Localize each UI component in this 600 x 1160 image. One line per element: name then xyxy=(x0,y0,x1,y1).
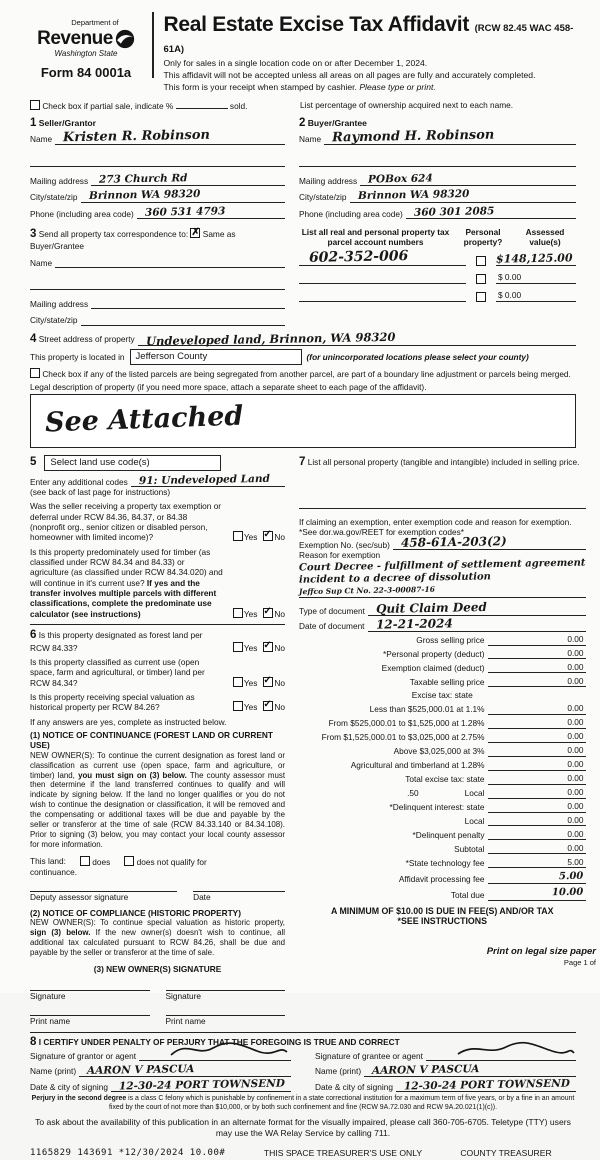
continuance-body-bold: you must sign on (3) below. xyxy=(78,770,187,780)
q3-yes-checkbox[interactable] xyxy=(233,642,243,652)
tax-row: Local 0.00 xyxy=(464,815,584,827)
seller-name-label: Name xyxy=(30,134,53,145)
correspondence-mailing-field xyxy=(91,299,285,309)
section1-title: Seller/Grantor xyxy=(38,118,97,129)
seller-city-label: City/state/zip xyxy=(30,192,78,203)
section1-number: 1 xyxy=(30,117,37,130)
notice-compliance-title: (2) NOTICE OF COMPLIANCE (HISTORIC PROPERTY) xyxy=(30,907,241,918)
seller-name-field xyxy=(55,127,285,145)
tax-row: .50 Local 0.00 xyxy=(407,787,584,799)
assessed-value-3: $ 0.00 xyxy=(498,290,522,301)
buyer-city-value: Brinnon WA 98320 xyxy=(357,188,470,203)
yes-label: Yes xyxy=(243,532,258,543)
tax-value: 0.00 xyxy=(567,634,584,645)
additional-codes-field xyxy=(131,472,285,487)
personal-property-field xyxy=(299,499,586,509)
tax-row: Less than $525,000.01 at 1.1% 0.00 xyxy=(369,703,584,715)
tax-value: 0.00 xyxy=(567,731,584,742)
seller-phone-label: Phone (including area code) xyxy=(30,208,134,219)
page-number: Page 1 of xyxy=(563,957,596,967)
cashier-stamp: 1165829 143691 *12/30/2024 10.00# xyxy=(30,1148,226,1159)
no-label: No xyxy=(274,642,285,653)
see-instructions-note: *SEE INSTRUCTIONS xyxy=(397,916,487,927)
owner-signature-line-2: Signature xyxy=(166,990,286,1001)
parcel-row xyxy=(299,291,576,302)
county-treasurer-label: COUNTY TREASURER xyxy=(460,1148,552,1159)
seller-mailing-value: 273 Church Rd xyxy=(99,172,188,186)
dor-swirl-icon xyxy=(115,29,135,49)
q4-yes-checkbox[interactable] xyxy=(233,677,243,687)
land-use-select[interactable]: Select land use code(s) xyxy=(44,455,221,471)
legal-description-value: See Attached xyxy=(44,400,244,439)
tax-value: 0.00 xyxy=(567,662,584,673)
grantor-signature-block xyxy=(30,1051,291,1092)
grantee-date-value: 12-30-24 PORT TOWNSEND xyxy=(403,1077,570,1093)
parcel-row xyxy=(299,273,576,284)
personal-property-col-header: Personal property? xyxy=(463,226,503,248)
local-rate-prefix: .50 xyxy=(407,788,419,799)
buyer-city-label: City/state/zip xyxy=(299,192,347,203)
buyer-name-field xyxy=(324,127,576,145)
yes-label: Yes xyxy=(243,608,258,619)
header-divider xyxy=(152,12,154,78)
tax-value: 0.00 xyxy=(567,745,584,756)
grantee-signature-scribble xyxy=(456,1042,576,1060)
header-note-1: Only for sales in a single location code on or after December 1, 2024. xyxy=(163,57,428,68)
partial-sale-label: Check box if partial sale, indicate % xyxy=(42,100,174,111)
q3-no-checkbox[interactable] xyxy=(263,642,273,652)
compliance-body-1: NEW OWNER(S): To continue special valuation as historic property, xyxy=(30,918,285,927)
correspondence-section xyxy=(30,227,285,326)
buyer-name-label: Name xyxy=(299,134,322,145)
section6-number: 6 xyxy=(30,629,37,642)
section7-number: 7 xyxy=(299,455,306,468)
tax-row: Total due 10.00 xyxy=(450,886,584,901)
form-number: Form 84 0001a xyxy=(40,65,132,81)
codes-note: (see back of last page for instructions) xyxy=(30,486,171,497)
answers-yes-note: If any answers are yes, complete as instructed below. xyxy=(30,716,227,727)
parcel-number-field xyxy=(299,248,466,266)
owner-print-line-2: Print name xyxy=(166,1015,286,1026)
parcel-table xyxy=(299,227,576,326)
grantor-name-label: Name (print) xyxy=(30,1066,77,1077)
assessed-value-col-header: Assessed value(s) xyxy=(525,226,565,248)
exemption-no-field xyxy=(393,534,586,551)
legal-description-label: Legal description of property (if you need more space, attach a separate sheet to each page of the affidavit). xyxy=(30,382,427,393)
correspondence-blank-field xyxy=(30,280,285,290)
located-in-label: This property is located in xyxy=(30,351,125,362)
dor-logo xyxy=(30,12,142,93)
q2-yes-checkbox[interactable] xyxy=(233,608,243,618)
parcel-row xyxy=(299,248,576,266)
forest-land-question: Is this property designated as forest land per RCW 84.33? xyxy=(30,630,203,653)
correspondence-city-label: City/state/zip xyxy=(30,315,78,326)
buyer-phone-label: Phone (including area code) xyxy=(299,208,403,219)
this-land-label: This land: xyxy=(30,855,66,866)
certify-statement: I CERTIFY UNDER PENALTY OF PERJURY THAT THE FOREGOING IS TRUE AND CORRECT xyxy=(38,1036,400,1047)
yes-label: Yes xyxy=(243,642,258,653)
q1-yes-checkbox[interactable] xyxy=(233,531,243,541)
total-due-value: 10.00 xyxy=(552,886,584,899)
ownership-note: List percentage of ownership acquired next to each name. xyxy=(300,99,514,110)
notice-continuance-title: (1) NOTICE OF CONTINUANCE (FOREST LAND OR CURRENT USE) xyxy=(30,730,273,751)
yes-label: Yes xyxy=(243,677,258,688)
additional-codes-label: Enter any additional codes xyxy=(30,476,128,487)
personal-property-checkbox-1[interactable] xyxy=(476,256,486,266)
compliance-body-2: If the new owner(s) doesn't wish to continue, all additional tax calculated pursuant to RCW 84.26, shall be due and payable by the seller or transferor at the time of sale. xyxy=(30,927,285,957)
same-as-buyer-checkbox[interactable] xyxy=(190,228,200,238)
seller-phone-value: 360 531 4793 xyxy=(144,205,226,219)
tax-row: *Delinquent interest: state 0.00 xyxy=(389,801,584,813)
section8-number: 8 xyxy=(30,1035,37,1048)
tax-value: 0.00 xyxy=(567,815,584,826)
street-address-field xyxy=(138,329,576,348)
same-as-buyer-label: Same as Buyer/Grantee xyxy=(30,228,236,252)
timber-question: Is this property predominately used for timber (as classified under RCW 84.34 and 84.33) or agriculture (as classified under RCW 84.34.020) and will continue in it's current use? xyxy=(30,546,223,588)
header-note-3-em: Please type or print. xyxy=(359,81,436,92)
exemption-note: If claiming an exemption, enter exemption code and reason for exemption. *See dor.wa.gov/REET for exemption codes* xyxy=(299,517,572,538)
seller-name-value: Kristen R. Robinson xyxy=(63,127,211,145)
grantor-signature-label: Signature of grantor or agent xyxy=(30,1050,137,1061)
tax-row: *Delinquent penalty 0.00 xyxy=(412,829,584,841)
historical-question: Is this property receiving special valuation as historical property per RCW 84.26? xyxy=(30,692,195,713)
tax-row: Subtotal 0.00 xyxy=(454,843,584,854)
grantor-name-field xyxy=(79,1062,291,1077)
reason-label: Reason for exemption xyxy=(299,550,381,561)
segregated-checkbox[interactable] xyxy=(30,368,40,378)
tax-value: 0.00 xyxy=(567,648,584,659)
perjury-rest: is a class C felony which is punishable by confinement in a state correctional institution for a maximum term of five years, or by a fine in an amount fixed by the court of not more than $10,000, or by both such confinement and fine (RCW 9A.72.030 and RCW 9A.20.021(1)(c)). xyxy=(109,1095,575,1111)
grantor-date-value: 12-30-24 PORT TOWNSEND xyxy=(118,1077,285,1093)
parcel-number-field-3 xyxy=(299,291,466,302)
yes-label: Yes xyxy=(243,702,258,713)
buyer-city-field xyxy=(350,188,577,203)
personal-property-checkbox-3[interactable] xyxy=(476,292,486,302)
doc-type-label: Type of document xyxy=(299,605,365,616)
tax-row: Gross selling price 0.00 xyxy=(416,634,584,646)
q1-no-checkbox[interactable] xyxy=(263,531,273,541)
land-use-section xyxy=(30,455,285,1027)
continuance-body-1: NEW OWNER(S): To continue the current designation as forest land or classification as current use (open space, farm and agriculture, or timber) land, xyxy=(30,750,285,780)
deputy-signature-line: Deputy assessor signature xyxy=(30,891,177,902)
tax-value: 0.00 xyxy=(567,759,584,770)
washington-state-label: Washington State xyxy=(54,49,118,59)
tty-note: To ask about the availability of this publication in an alternate format for the visually impaired, please call 360-705-6705. Teletype (TTY) users may use the WA Relay Service by calling 711. xyxy=(35,1116,571,1138)
assessed-value-2: $ 0.00 xyxy=(498,272,522,283)
section3-number: 3 xyxy=(30,227,37,240)
grantee-name-field xyxy=(364,1062,576,1077)
exemption-no-label: Exemption No. (sec/sub) xyxy=(299,539,390,550)
q5-yes-checkbox[interactable] xyxy=(233,701,243,711)
additional-codes-value: 91: Undeveloped Land xyxy=(138,472,270,487)
buyer-name-field-2 xyxy=(299,157,576,167)
correspondence-name-field xyxy=(55,258,285,268)
q5-no-checkbox[interactable] xyxy=(263,701,273,711)
grantee-signature-block xyxy=(315,1051,576,1092)
buyer-section xyxy=(299,116,576,219)
tax-row: From $525,000.01 to $1,525,000 at 1.28% 0.00 xyxy=(328,717,584,729)
tax-row: *Personal property (deduct) 0.00 xyxy=(383,648,584,660)
compliance-body-bold: sign (3) below. xyxy=(30,927,91,937)
owner-signature-line-1: Signature xyxy=(30,990,150,1001)
section6-divider xyxy=(30,624,285,625)
grantor-signature-field xyxy=(139,1051,291,1061)
grantee-date-field xyxy=(396,1077,576,1093)
excise-tax-state-header: Excise tax: state xyxy=(411,690,473,701)
seller-city-value: Brinnon WA 98320 xyxy=(88,188,201,203)
owner-print-line-1: Print name xyxy=(30,1015,150,1026)
rcw-reference: (RCW 82.45 WAC 458-61A) xyxy=(163,23,574,55)
assessed-value-1: $148,125.00 xyxy=(495,251,573,266)
header-note-3: This form is your receipt when stamped by cashier. xyxy=(163,81,360,92)
tax-row: Total excise tax: state 0.00 xyxy=(405,773,584,785)
tax-value: 0.00 xyxy=(567,676,584,687)
grantee-signature-label: Signature of grantee or agent xyxy=(315,1050,423,1061)
does-not-label: does not qualify for xyxy=(136,856,207,867)
perjury-bold: Perjury in the second degree xyxy=(31,1095,127,1103)
personal-property-checkbox-2[interactable] xyxy=(476,274,486,284)
reason-court-number: Jeffco Sup Ct No. 22-3-00087-16 xyxy=(298,585,436,597)
section2-number: 2 xyxy=(299,117,306,130)
no-label: No xyxy=(274,608,285,619)
minimum-due-note: A MINIMUM OF $10.00 IS DUE IN FEE(S) AND/OR TAX xyxy=(330,905,554,916)
no-label: No xyxy=(274,677,285,688)
reason-value-line2: incident to a decree of dissolution xyxy=(298,571,492,586)
grantee-name-value: AARON V PASCUA xyxy=(372,1062,480,1077)
tax-row: Above $3,025,000 at 3% 0.00 xyxy=(393,745,584,757)
grantee-date-label: Date & city of signing xyxy=(315,1081,393,1092)
section2-title: Buyer/Grantee xyxy=(307,118,367,129)
affidavit-fee-value: 5.00 xyxy=(559,870,584,883)
grantee-name-label: Name (print) xyxy=(315,1066,362,1077)
buyer-phone-value: 360 301 2085 xyxy=(413,205,495,219)
treasurer-space-label: THIS SPACE TREASURER'S USE ONLY xyxy=(263,1148,423,1159)
header xyxy=(30,12,576,93)
correspondence-city-field xyxy=(81,316,286,326)
segregated-note: Check box if any of the listed parcels are being segregated from another parcel, are part of a boundary line adjustment or parcels being merged. xyxy=(42,368,571,379)
no-label: No xyxy=(274,532,285,543)
buyer-mailing-value: POBox 624 xyxy=(367,172,433,186)
property-section xyxy=(30,329,576,448)
new-owner-signature-title: (3) NEW OWNER(S) SIGNATURE xyxy=(93,963,222,974)
certification-section xyxy=(30,1032,576,1092)
does-not-checkbox[interactable] xyxy=(124,856,134,866)
tax-value: 0.00 xyxy=(567,801,584,812)
does-checkbox[interactable] xyxy=(80,856,90,866)
tax-value: 0.00 xyxy=(567,787,584,798)
no-label: No xyxy=(274,702,285,713)
legal-description-box xyxy=(30,394,576,448)
does-label: does xyxy=(92,856,111,867)
doc-date-label: Date of document xyxy=(299,621,365,632)
tax-value: 0.00 xyxy=(567,843,584,853)
seller-section xyxy=(30,116,285,219)
seller-mailing-field xyxy=(91,172,285,186)
tax-row: *State technology fee 5.00 xyxy=(405,856,584,868)
tax-value: 0.00 xyxy=(567,717,584,728)
assessed-value-field xyxy=(495,251,576,266)
personal-property-intro: List all personal property (tangible and intangible) included in selling price. xyxy=(307,456,580,467)
tax-row: Agricultural and timberland at 1.28% 0.00 xyxy=(350,759,584,771)
deputy-date-line: Date xyxy=(193,891,285,902)
page-title: Real Estate Excise Tax Affidavit xyxy=(163,13,470,36)
grantor-name-value: AARON V PASCUA xyxy=(87,1062,195,1077)
seller-phone-field xyxy=(137,205,285,219)
section5-number: 5 xyxy=(30,456,37,469)
tax-row: Taxable selling price 0.00 xyxy=(409,676,584,688)
buyer-name-value: Raymond H. Robinson xyxy=(332,127,495,145)
section4-number: 4 xyxy=(30,332,37,345)
parcel-col-header: List all real and personal property tax parcel account numbers xyxy=(301,226,450,248)
dept-of-label: Department of xyxy=(71,18,119,27)
q2-no-checkbox[interactable] xyxy=(263,608,273,618)
tax-value: 0.00 xyxy=(567,773,584,784)
tax-value: 5.00 xyxy=(567,856,584,867)
street-address-value: Undeveloped land, Brinnon, WA 98320 xyxy=(145,329,396,348)
grantor-date-field xyxy=(111,1077,291,1093)
grantor-signature-scribble xyxy=(169,1042,289,1060)
tax-row: From $1,525,000.01 to $3,025,000 at 2.75% 0.00 xyxy=(321,731,584,743)
continuance-body-2: The county assessor must then determine if the land transferred continues to qualify and will indicate by signing below. If the land no longer qualifies or you do not wish to continue the designation or classification, it will be removed and the compensating or additional taxes will be due and payable by the seller or transferor at the time of sale (RCW 84.33.140 or 84.34.108). Prior to signing (3) below, you may contact your local county assessor for more information. xyxy=(30,770,286,849)
partial-sale-checkbox[interactable] xyxy=(30,100,40,110)
header-note-2: This affidavit will not be accepted unless all areas on all pages are fully and accurately completed. xyxy=(163,69,536,80)
buyer-mailing-field xyxy=(360,172,576,186)
timber-question-bold: If yes and the transfer involves multiple parcels with different classifications, complete the predominate use calculator (see instructions) xyxy=(30,577,217,619)
county-select[interactable]: Jefferson County xyxy=(130,349,302,365)
revenue-wordmark: Revenue xyxy=(37,28,113,50)
county-note: (for unincorporated locations please select your county) xyxy=(306,351,529,362)
current-use-question: Is this property classified as current use (open space, farm and agricultural, or timber) land per RCW 84.34? xyxy=(30,656,205,688)
partial-sale-suffix: sold. xyxy=(229,100,248,111)
doc-type-field xyxy=(368,600,586,617)
tax-row: Exemption claimed (deduct) 0.00 xyxy=(381,662,584,674)
seller-mailing-label: Mailing address xyxy=(30,175,89,186)
q4-no-checkbox[interactable] xyxy=(263,677,273,687)
doc-date-value: 12-21-2024 xyxy=(375,615,453,632)
personal-property-section xyxy=(299,455,586,1027)
grantee-signature-field xyxy=(426,1051,576,1061)
correspondence-label: Send all property tax correspondence to: xyxy=(38,228,189,239)
correspondence-name-label: Name xyxy=(30,257,53,268)
street-address-label: Street address of property xyxy=(38,333,135,344)
assessed-value-field-2 xyxy=(496,273,576,284)
parcel-number-value: 602-352-006 xyxy=(308,248,409,266)
exemption-no-value: 458-61A-203(2) xyxy=(400,534,507,551)
parcel-number-field-2 xyxy=(299,273,466,284)
print-legal-note: Print on legal size paper xyxy=(486,945,596,957)
buyer-phone-field xyxy=(406,205,576,219)
assessed-value-field-3 xyxy=(496,291,576,302)
tax-row: Affidavit processing fee 5.00 xyxy=(398,870,584,885)
grantor-date-label: Date & city of signing xyxy=(30,1081,108,1092)
seller-name-field-2 xyxy=(30,157,285,167)
correspondence-mailing-label: Mailing address xyxy=(30,298,89,309)
doc-type-value: Quit Claim Deed xyxy=(375,600,487,617)
continuance-label: continuance. xyxy=(30,866,78,877)
buyer-mailing-label: Mailing address xyxy=(299,175,358,186)
partial-sale-percent-field[interactable] xyxy=(176,108,228,109)
perjury-note xyxy=(30,1095,576,1113)
tax-value: 0.00 xyxy=(567,829,584,840)
seller-city-field xyxy=(81,188,286,203)
doc-date-field xyxy=(368,615,586,632)
tax-value: 0.00 xyxy=(567,703,584,714)
reason-value-line1: Court Decree - fulfillment of settlement agreement xyxy=(298,557,586,574)
exemption-deferral-question: Was the seller receiving a property tax exemption or deferral under RCW 84.36, 84.37, or 84.38 (nonprofit org., senior citizen or disabled person, homeowner with limited income)? xyxy=(30,501,222,543)
